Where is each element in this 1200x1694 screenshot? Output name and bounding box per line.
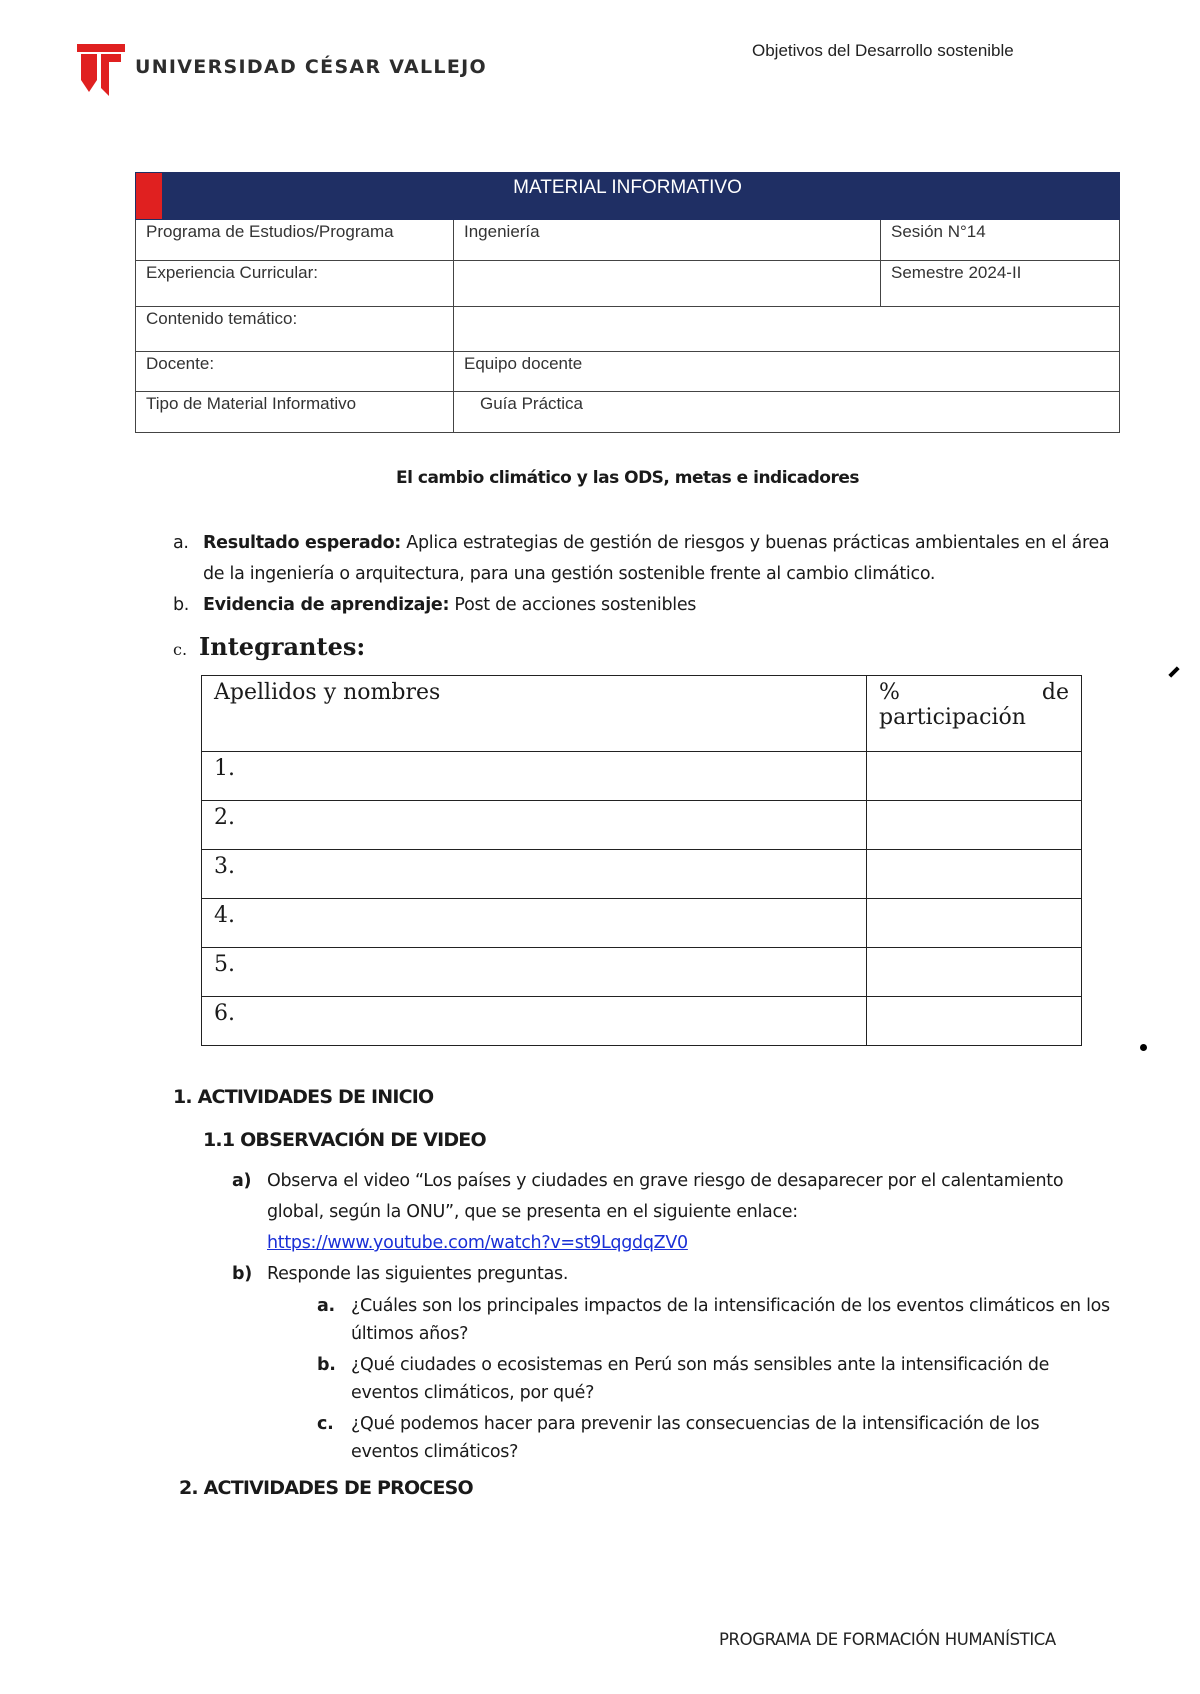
member-name-cell[interactable]: 4. [202,899,867,948]
question-item [317,1351,1112,1407]
logo-text: UNIVERSIDAD CÉSAR VALLEJO [135,56,487,78]
names-column-header: Apellidos y nombres [202,676,867,752]
red-accent [136,173,162,219]
list-item [173,528,1123,590]
member-name-cell[interactable]: 2. [202,801,867,850]
member-name-cell[interactable]: 5. [202,948,867,997]
scan-mark [1168,666,1179,677]
video-instruction: Observa el video “Los países y ciudades en grave riesgo de desaparecer por el calentamiento global, según la ONU”, que se presenta en el siguiente enlace: [267,1171,1064,1222]
participation-cell[interactable] [867,801,1082,850]
content-value [454,307,1120,352]
list-marker: c. [173,640,188,659]
experience-value [454,261,881,307]
member-name-cell[interactable]: 6. [202,997,867,1046]
question-item [317,1410,1112,1466]
content-label: Contenido temático: [136,307,454,352]
item-label: Resultado esperado: [203,533,402,553]
document-title: El cambio climático y las ODS, metas e indicadores [396,468,859,488]
session-number: Sesión N°14 [881,220,1120,261]
list-marker: b. [317,1355,336,1375]
material-type-value: Guía Práctica [454,392,1120,433]
question-item [317,1292,1112,1348]
video-link[interactable]: https://www.youtube.com/watch?v=st9LqgdqZV0 [267,1233,688,1253]
semester: Semestre 2024-II [881,261,1120,307]
item-label: Evidencia de aprendizaje: [203,595,450,615]
questions-instruction: Responde las siguientes preguntas. [267,1264,569,1284]
members-heading [173,632,365,661]
question-text: ¿Qué ciudades o ecosistemas en Perú son más sensibles ante la intensificación de eventos climáticos, por qué? [351,1355,1050,1403]
item-text: Aplica estrategias de gestión de riesgos y buenas prácticas ambientales en el área de la ingeniería o arquitectura, para una gestión sostenible frente al cambio climático. [203,533,1110,584]
list-item [173,590,1123,621]
university-logo [75,40,487,98]
ucv-shield-icon [75,40,127,98]
list-item [232,1166,1112,1259]
list-marker: a. [317,1296,335,1316]
list-item [232,1259,1112,1466]
document-topic: Objetivos del Desarrollo sostenible [752,41,1014,60]
members-label: Integrantes: [199,632,366,661]
section-1-title: 1. ACTIVIDADES DE INICIO [173,1086,434,1108]
material-info-table [135,172,1120,433]
member-name-cell[interactable]: 3. [202,850,867,899]
members-table [201,675,1082,1046]
objectives-list [173,528,1123,621]
participation-column-header: % de participación [867,676,1082,752]
list-marker: b. [173,595,190,615]
participation-cell[interactable] [867,850,1082,899]
teacher-value: Equipo docente [454,352,1120,392]
participation-cell[interactable] [867,948,1082,997]
list-marker: a) [232,1171,252,1191]
question-text: ¿Cuáles son los principales impactos de la intensificación de los eventos climáticos en los últimos años? [351,1296,1110,1344]
member-name-cell[interactable]: 1. [202,752,867,801]
list-marker: c. [317,1414,334,1434]
participation-cell[interactable] [867,997,1082,1046]
teacher-label: Docente: [136,352,454,392]
list-marker: b) [232,1264,252,1284]
question-text: ¿Qué podemos hacer para prevenir las consecuencias de la intensificación de los eventos climáticos? [351,1414,1040,1462]
list-marker: a. [173,533,189,553]
activity-list [232,1166,1112,1469]
participation-cell[interactable] [867,752,1082,801]
program-value: Ingeniería [454,220,881,261]
footer-text: PROGRAMA DE FORMACIÓN HUMANÍSTICA [719,1630,1056,1649]
section-1-1-title: 1.1 OBSERVACIÓN DE VIDEO [203,1129,486,1151]
table-heading: MATERIAL INFORMATIVO [136,173,1120,220]
section-2-title: 2. ACTIVIDADES DE PROCESO [179,1477,473,1499]
program-label: Programa de Estudios/Programa [136,220,454,261]
participation-cell[interactable] [867,899,1082,948]
scan-dot [1140,1044,1147,1051]
item-text: Post de acciones sostenibles [449,595,697,615]
experience-label: Experiencia Curricular: [136,261,454,307]
questions-list [267,1292,1112,1466]
material-type-label: Tipo de Material Informativo [136,392,454,433]
